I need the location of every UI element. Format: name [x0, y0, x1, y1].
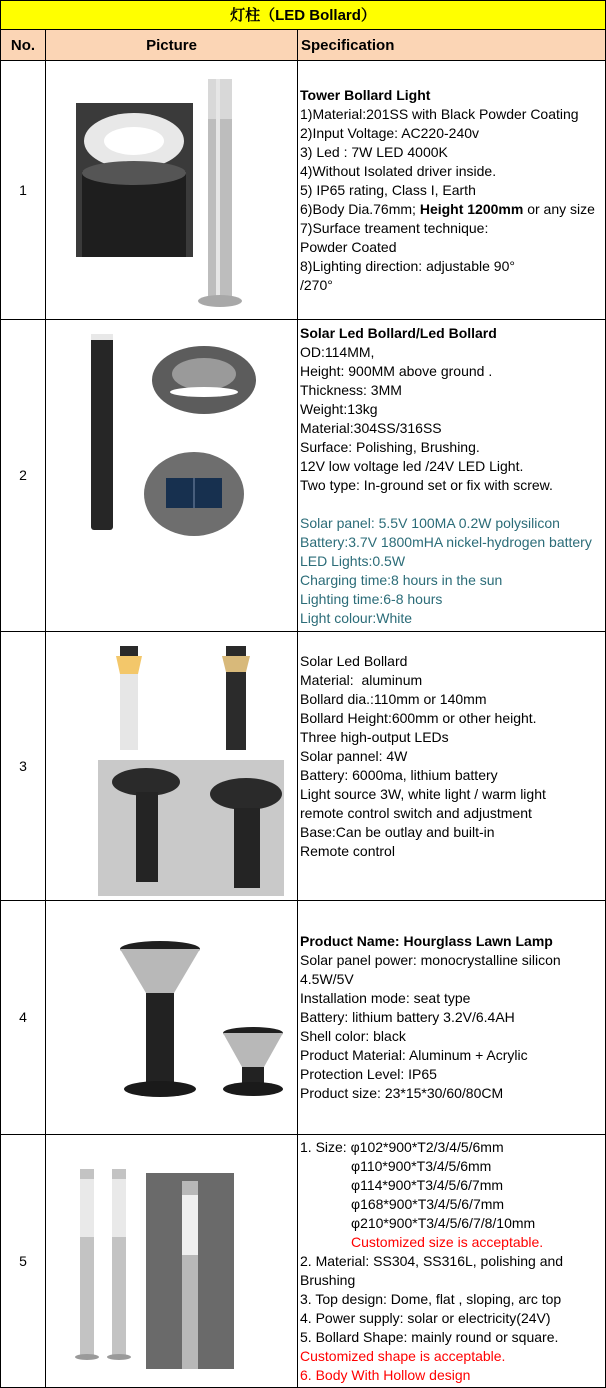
spec-line: Light colour:White: [300, 609, 413, 626]
product-picture: [46, 1135, 298, 1388]
spec-line: Shell color: black: [300, 1028, 406, 1044]
lamp-shade-small: [223, 1033, 283, 1067]
header-specification: Specification: [298, 30, 606, 61]
spec-text: 6)Body Dia.76mm;: [300, 200, 420, 217]
spec-line: Two type: In-ground set or fix with screw.: [300, 476, 553, 493]
spec-line: 4. Power supply: solar or electricity(24V): [300, 1309, 551, 1326]
bollard-pole-black: [226, 672, 246, 750]
spec-line: Customized size is acceptable.: [351, 1233, 544, 1250]
bollard-pole-white: [120, 674, 138, 750]
specification-cell: [298, 901, 606, 1135]
spec-line: Three high-output LEDs: [300, 729, 449, 745]
lamp-shade-large: [120, 949, 200, 993]
spec-line: Bollard dia.:110mm or 140mm: [300, 691, 487, 707]
spec-text: or any size: [523, 200, 595, 217]
spec-line: Base:Can be outlay and built-in: [300, 824, 495, 840]
table-row: [1, 61, 606, 320]
spec-line: Weight:13kg: [300, 400, 378, 417]
spec-line: 2. Material: SS304, SS316L, polishing and: [300, 1252, 564, 1269]
spec-line: Battery: 6000ma, lithium battery: [300, 767, 498, 783]
spec-line: 3. Top design: Dome, flat , sloping, arc top: [300, 1290, 562, 1307]
spec-line: Product size: 23*15*30/60/80CM: [300, 1085, 504, 1101]
product-picture: [46, 320, 298, 632]
lamp-pole-large: [146, 993, 174, 1085]
spec-line: Thickness: 3MM: [300, 381, 402, 398]
specification-cell: [298, 1135, 606, 1388]
spec-line: Light source 3W, white light / warm light: [300, 786, 546, 802]
spec-line: Remote control: [300, 843, 395, 859]
table-row: [1, 901, 606, 1135]
hourglass-lamp-image: [46, 901, 297, 1134]
spec-line: 5. Bollard Shape: mainly round or square.: [300, 1328, 559, 1345]
spec-line: Solar Led Bollard: [300, 653, 408, 669]
spec-line: 12V low voltage led /24V LED Light.: [300, 457, 524, 474]
spec-line: 3) Led : 7W LED 4000K: [300, 143, 448, 160]
specification-cell: [298, 320, 606, 632]
row-number: 3: [1, 632, 46, 901]
spec-line: Powder Coated: [300, 238, 397, 255]
spec-line: 4.5W/5V: [300, 971, 354, 987]
table-row: [1, 320, 606, 632]
row-number: 2: [1, 320, 46, 632]
spec-line: Material: aluminum: [300, 672, 423, 688]
row-number: 5: [1, 1135, 46, 1388]
spec-line: 5) IP65 rating, Class I, Earth: [300, 181, 476, 198]
spec-line: Bollard Height:600mm or other height.: [300, 710, 537, 726]
specification-cell: [298, 632, 606, 901]
spec-line: 8)Lighting direction: adjustable 90°: [300, 257, 515, 274]
spec-line: Solar pannel: 4W: [300, 748, 408, 764]
spec-line: 6. Body With Hollow design: [300, 1366, 471, 1383]
spec-line: Installation mode: seat type: [300, 990, 471, 1006]
product-picture: [46, 61, 298, 320]
spec-line: Charging time:8 hours in the sun: [300, 571, 503, 588]
specification-cell: [298, 61, 606, 320]
spec-line: LED Lights:0.5W: [300, 552, 406, 569]
product-heading: Solar Led Bollard/Led Bollard: [300, 324, 497, 341]
spec-line: Brushing: [300, 1271, 356, 1288]
spec-line: Solar panel: 5.5V 100MA 0.2W polysilicon: [300, 514, 560, 531]
spec-line: Customized shape is acceptable.: [300, 1347, 506, 1364]
blank-line: [300, 861, 605, 880]
header-picture: Picture: [46, 30, 298, 61]
blank-line: [300, 495, 605, 514]
bollard-base: [198, 295, 242, 307]
table-row: [1, 632, 606, 901]
product-heading: Product Name: Hourglass Lawn Lamp: [300, 933, 553, 949]
spec-line: /270°: [300, 276, 333, 293]
bollard-pole: [91, 334, 113, 530]
row-number: 1: [1, 61, 46, 320]
header-row: [1, 30, 606, 61]
spec-line: 4)Without Isolated driver inside.: [300, 162, 497, 179]
spec-line: 7)Surface treament technique:: [300, 219, 489, 236]
spec-line: Product Material: Aluminum + Acrylic: [300, 1047, 528, 1063]
spec-line: Height: 900MM above ground .: [300, 362, 493, 379]
spec-text-bold: Height 1200mm: [419, 200, 524, 217]
spec-line: φ114*900*T3/4/5/6/7mm: [351, 1176, 504, 1193]
spec-line: Battery: lithium battery 3.2V/6.4AH: [300, 1009, 515, 1025]
solar-bollard-image: [46, 320, 297, 631]
spec-line: Lighting time:6-8 hours: [300, 590, 443, 607]
spec-line: φ110*900*T3/4/5/6mm: [351, 1157, 492, 1174]
sheet-title: 灯柱（LED Bollard）: [1, 1, 606, 30]
row-number: 4: [1, 901, 46, 1135]
spec-line: Surface: Polishing, Brushing.: [300, 438, 480, 455]
table-row: [1, 1135, 606, 1388]
spec-line: Material:304SS/316SS: [300, 419, 442, 436]
spec-line: Battery:3.7V 1800mHA nickel-hydrogen battery: [300, 533, 592, 550]
tower-bollard-image: [46, 61, 297, 319]
solar-led-bollard-image: [46, 632, 297, 900]
spec-line: [300, 200, 605, 219]
spec-line: 1)Material:201SS with Black Powder Coating: [300, 105, 579, 122]
spec-line: φ168*900*T3/4/5/6/7mm: [351, 1195, 505, 1212]
product-picture: [46, 632, 298, 901]
bollard-lamp-warm: [116, 656, 142, 674]
spec-line: Solar panel power: monocrystalline silicon: [300, 952, 561, 968]
product-picture: [46, 901, 298, 1135]
product-heading: Tower Bollard Light: [300, 86, 431, 103]
header-no: No.: [1, 30, 46, 61]
spec-line: OD:114MM,: [300, 343, 375, 360]
stainless-bollard-image: [46, 1135, 297, 1387]
spec-line: 1. Size: φ102*900*T2/3/4/5/6mm: [300, 1138, 504, 1155]
spec-line: remote control switch and adjustment: [300, 805, 532, 821]
spec-line: Protection Level: IP65: [300, 1066, 437, 1082]
spec-line: 2)Input Voltage: AC220-240v: [300, 124, 480, 141]
spec-line: φ210*900*T3/4/5/6/7/8/10mm: [351, 1214, 536, 1231]
